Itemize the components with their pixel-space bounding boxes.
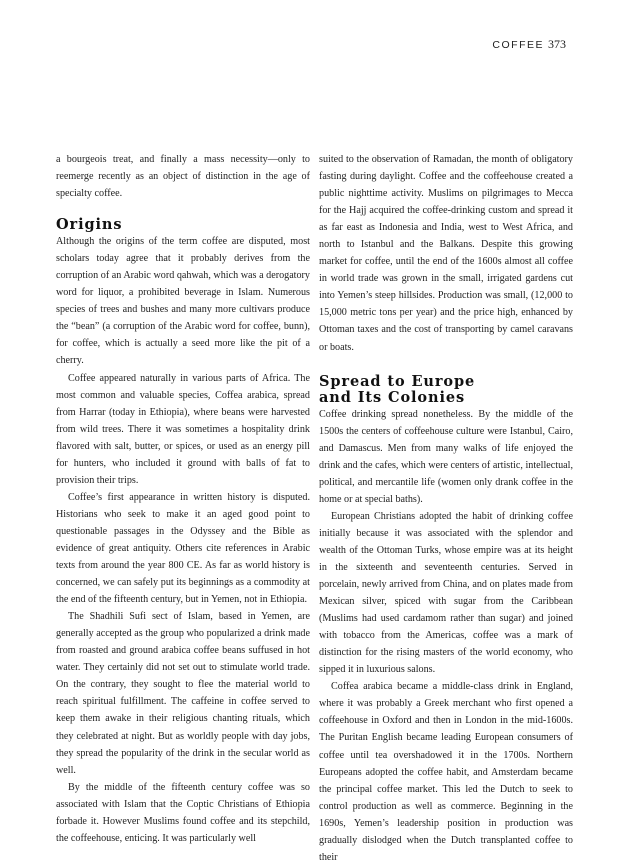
paragraph: Coffea arabica became a middle-class drink in England, where it was probably a Greek merchant who first opened a coffeehouse in Oxford and then in London in the mid-1600s. The Puritan English became leading European consumers of coffee until tea overshadowed it in the 1700s. Northern Europeans adopted the coffee habit, and Amsterdam became the principal coffee market. This led the Dutch to seek to control production as well as commerce. Beginning in the 1690s, Yemen’s leadership position in production was gradually dislodged when the Dutch transplanted coffee to their — [319, 681, 573, 863]
paragraph: suited to the observation of Ramadan, the month of obligatory fasting during daylight. Coffee and the coffeehouse created a public nighttime activity. Muslims on pilgrimages to Mecca for the Hajj acquired the coffee-drinking custom and spread it as far east as Indonesia and India, west to West Africa, and north to Istanbul and the Balkans. Despite this growing market for coffee, until the end of the 1600s almost all coffee in world trade was grown in the small, irrigated gardens cut into Yemen’s steep hillsides. Production was small, (12,000 to 15,000 metric tons per year) and the price high, enhanced by Ottoman taxes and the cost of transporting by camel caravans or boats. — [319, 154, 573, 353]
paragraph: Coffee drinking spread nonetheless. By the middle of the 1500s the centers of coffeehouse culture were Istanbul, Cairo, and Damascus. Men from many walks of life enjoyed the drink and the cafes, which were centers of artistic, intellectual, political, and mercantile life (women only drank coffee in the home or at special baths). — [319, 408, 573, 505]
paragraph: Coffee’s first appearance in written history is disputed. Historians who seek to make it an aged good point to questionable passages in the Odyssey and the Bible as evidence of great antiquity. Others cite references in Arabic texts from around the year 800 CE. As far as world history is concerned, we can safely put its beginnings as a commodity at the end of the fifteenth century, but in Yemen, not in Ethiopia. — [56, 491, 310, 606]
running-head-title: COFFEE — [492, 39, 544, 51]
paragraph: European Christians adopted the habit of drinking coffee initially because it was associated with the splendor and wealth of the Ottoman Turks, whose empire was at its height in the sixteenth and seventeenth centuries. Served in porcelain, newly arrived from China, and on plates made from Mexican silver, spiced with sugar from the Caribbean (Muslims had used cardamom rather than sugar) and joined with tobacco from the Americas, coffee was a mark of distinction for the rising masters of the world economy, who sipped it in luxurious salons. — [319, 510, 573, 676]
right-column — [319, 151, 573, 866]
paragraph: The Shadhili Sufi sect of Islam, based in Yemen, are generally accepted as the group who popularized a drink made from roasted and ground arabica coffee beans suffused in hot water. They certainly did not set out to stimulate world trade. On the contrary, they sought to flee the material world to reach spiritual fulfillment. The caffeine in coffee served to keep them awake in their religious chanting rituals, which they celebrated at night. But as worldly people with day jobs, they spread the popularity of the drink in the secular world as well. — [56, 611, 310, 776]
paragraph: Coffee appeared naturally in various parts of Africa. The most common and valuable species, Coffea arabica, spread from Harrar (today in Ethiopia), where beans were harvested from wild trees. There it was sometimes a hospitality drink flavored with salt, butter, or spices, or used as an energy pill for hunters, who included it ground with balls of fat to provision their trips. — [56, 372, 310, 486]
section-heading-origins: Origins — [56, 216, 123, 234]
heading-line: Spread to Europe — [319, 372, 476, 390]
page-number: 373 — [548, 37, 566, 51]
heading-line: and Its Colonies — [319, 388, 466, 406]
paragraph: a bourgeois treat, and finally a mass necessity—only to reemerge recently as an object of distinction in the age of specialty coffee. — [56, 154, 310, 200]
left-column — [56, 151, 310, 847]
paragraph: Although the origins of the term coffee are disputed, most scholars today agree that it probably derives from the corruption of an Arabic word qahwah, which was a derogatory word for liquor, a prohibited beverage in Islam. Numerous species of trees and bushes and many more cultivars produce the “bean” (a corruption of the Arabic word for coffee, bunn), for coffee, which is actually a seed more like the pit of a cherry. — [56, 236, 310, 367]
running-head — [492, 37, 566, 52]
paragraph: By the middle of the fifteenth century coffee was so associated with Islam that the Coptic Christians of Ethiopia forbade it. However Muslims found coffee and its stepchild, the coffeehouse, enticing. It was particularly well — [56, 781, 310, 844]
section-heading-spread-to-europe — [319, 374, 573, 406]
